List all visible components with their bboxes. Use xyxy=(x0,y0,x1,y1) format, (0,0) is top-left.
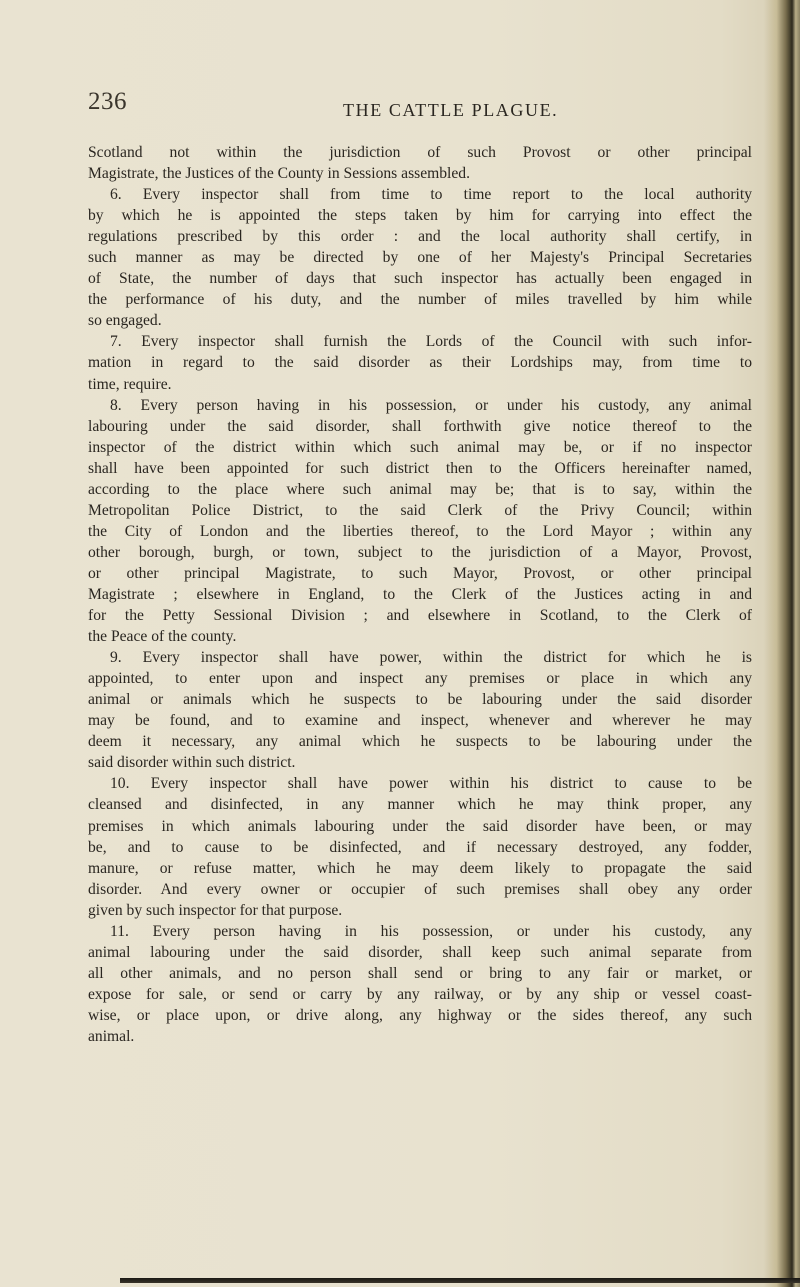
text-line: according to the place where such animal may be; that is to say, within the xyxy=(88,480,752,498)
text-line: regulations prescribed by this order : and the local authority shall certify, in xyxy=(88,228,752,246)
text-line: 10. Every inspector shall have power within his district to cause to be xyxy=(110,775,752,793)
text-line: of State, the number of days that such inspector has actually been engaged in xyxy=(88,270,752,288)
text-line: be, and to cause to be disinfected, and if necessary destroyed, any fodder, xyxy=(88,838,752,856)
text-line: animal or animals which he suspects to be labouring under the said disorder xyxy=(88,691,752,709)
text-line: the Peace of the county. xyxy=(88,628,237,646)
text-line: all other animals, and no person shall send or bring to any fair or market, or xyxy=(88,964,752,982)
text-line: wise, or place upon, or drive along, any highway or the sides thereof, any such xyxy=(88,1006,752,1024)
text-line: premises in which animals labouring under the said disorder have been, or may xyxy=(88,817,752,835)
text-line: cleansed and disinfected, in any manner which he may think proper, any xyxy=(88,796,752,814)
text-line: so engaged. xyxy=(88,312,162,330)
text-line: Magistrate ; elsewhere in England, to the Clerk of the Justices acting in and xyxy=(88,585,752,603)
text-line: other borough, burgh, or town, subject to the jurisdiction of a Mayor, Provost, xyxy=(88,543,752,561)
text-line: expose for sale, or send or carry by any railway, or by any ship or vessel coast- xyxy=(88,985,752,1003)
text-line: manure, or refuse matter, which he may deem likely to propagate the said xyxy=(88,859,752,877)
text-line: inspector of the district within which such animal may be, or if no inspector xyxy=(88,438,752,456)
text-line: labouring under the said disorder, shall forthwith give notice thereof to the xyxy=(88,417,752,435)
book-spine-shadow xyxy=(764,0,800,1287)
text-line: 7. Every inspector shall furnish the Lords of the Council with such infor- xyxy=(110,333,752,351)
text-line: for the Petty Sessional Division ; and elsewhere in Scotland, to the Clerk of xyxy=(88,607,752,625)
text-line: such manner as may be directed by one of her Majesty's Principal Secretaries xyxy=(88,249,752,267)
page-number: 236 xyxy=(88,88,127,115)
text-line: Metropolitan Police District, to the said Clerk of the Privy Council; within xyxy=(88,501,752,519)
text-line: or other principal Magistrate, to such Mayor, Provost, or other principal xyxy=(88,564,752,582)
text-line: deem it necessary, any animal which he suspects to be labouring under the xyxy=(88,733,752,751)
text-line: time, require. xyxy=(88,375,172,393)
text-line: 8. Every person having in his possession, or under his custody, any animal xyxy=(110,396,752,414)
text-line: mation in regard to the said disorder as their Lordships may, from time to xyxy=(88,354,752,372)
text-line: 11. Every person having in his possession, or under his custody, any xyxy=(110,922,752,940)
text-line: animal. xyxy=(88,1027,135,1045)
text-line: may be found, and to examine and inspect, whenever and wherever he may xyxy=(88,712,752,730)
text-line: the City of London and the liberties thereof, to the Lord Mayor ; within any xyxy=(88,522,752,540)
page-header xyxy=(88,88,748,136)
text-line: by which he is appointed the steps taken by him for carrying into effect the xyxy=(88,207,752,225)
text-line: the performance of his duty, and the number of miles travelled by him while xyxy=(88,291,752,309)
text-line: Magistrate, the Justices of the County in Sessions assembled. xyxy=(88,165,471,183)
text-line: said disorder within such district. xyxy=(88,754,296,772)
text-line: given by such inspector for that purpose. xyxy=(88,901,343,919)
text-line: animal labouring under the said disorder, shall keep such animal separate from xyxy=(88,943,752,961)
body-text xyxy=(88,142,752,1047)
text-line: 9. Every inspector shall have power, within the district for which he is xyxy=(110,649,752,667)
text-line: appointed, to enter upon and inspect any premises or place in which any xyxy=(88,670,752,688)
page-bottom-edge xyxy=(120,1278,800,1283)
text-line: Scotland not within the jurisdiction of such Provost or other principal xyxy=(88,144,752,161)
text-line: 6. Every inspector shall from time to time report to the local authority xyxy=(110,186,752,204)
text-line: disorder. And every owner or occupier of such premises shall obey any order xyxy=(88,880,752,898)
running-head: THE CATTLE PLAGUE. xyxy=(343,100,559,120)
text-line: shall have been appointed for such district then to the Officers hereinafter named, xyxy=(88,459,752,477)
